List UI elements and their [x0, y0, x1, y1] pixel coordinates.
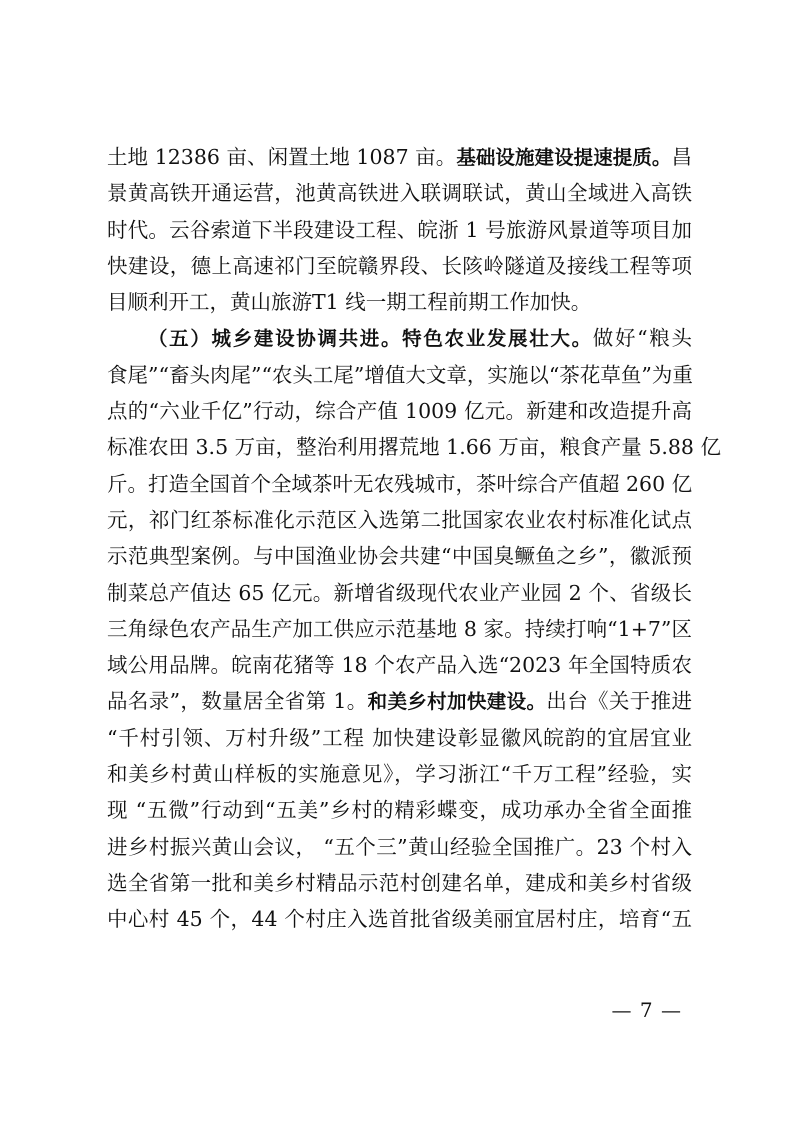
text-line: 三角绿色农产品生产加工供应示范基地 8 家。持续打响“1+7”区 — [107, 616, 692, 641]
text-line: 品名录”，数量居全省第 1。和美乡村加快建设。出台《关于推进 — [107, 689, 692, 714]
text-line: “千村引领、万村升级”工程 加快建设彰显徽风皖韵的宜居宜业 — [107, 725, 692, 750]
text-line: 示范典型案例。与中国渔业协会共建“中国臭鳜鱼之乡”，徽派预 — [107, 544, 692, 569]
text-line: 快建设，德上高速祁门至皖赣界段、长陔岭隧道及接线工程等项 — [107, 253, 692, 278]
text-line: 标准农田 3.5 万亩，整治利用撂荒地 1.66 万亩，粮食产量 5.88 亿 — [107, 435, 721, 460]
page-number: — 7 — — [611, 998, 682, 1022]
text-line: 景黄高铁开通运营，池黄高铁进入联调联试，黄山全域进入高铁 — [107, 181, 692, 206]
text-line: 进乡村振兴黄山会议， “五个三”黄山经验全国推广。23 个村入 — [107, 834, 692, 859]
text-line: 制菜总产值达 65 亿元。新增省级现代农业产业园 2 个、省级长 — [107, 580, 692, 605]
document-body — [107, 139, 721, 938]
text-line: 和美乡村黄山样板的实施意见》，学习浙江“千万工程”经验，实 — [107, 762, 692, 787]
text-line: 中心村 45 个，44 个村庄入选首批省级美丽宜居村庄，培育“五 — [107, 907, 692, 932]
text-line: （五）城乡建设协调共进。特色农业发展壮大。做好“粮头 — [148, 326, 692, 351]
text-line: 现 “五微”行动到“五美”乡村的精彩蝶变，成功承办全省全面推 — [107, 798, 692, 823]
text-line: 斤。打造全国首个全域茶叶无农残城市，茶叶综合产值超 260 亿 — [107, 471, 693, 496]
text-line: 点的“六业千亿”行动，综合产值 1009 亿元。新建和改造提升高 — [107, 399, 692, 424]
text-line: 食尾”“畜头肉尾”“农头工尾”增值大文章，实施以“茶花草鱼”为重 — [107, 362, 693, 387]
bold-heading: 和美乡村加快建设。 — [367, 690, 547, 714]
text-line: 目顺利开工，黄山旅游T1 线一期工程前期工作加快。 — [107, 290, 592, 315]
text-line: 时代。云谷索道下半段建设工程、皖浙 1 号旅游风景道等项目加 — [107, 217, 692, 242]
bold-heading: 基础设施建设提速提质。 — [456, 146, 672, 169]
text-line: 选全省第一批和美乡村精品示范村创建名单，建成和美乡村省级 — [107, 870, 692, 895]
section-heading: （五）城乡建设协调共进。特色农业发展壮大。 — [148, 327, 593, 351]
text-line: 域公用品牌。皖南花猪等 18 个农产品入选“2023 年全国特质农 — [107, 653, 692, 678]
text-line: 元，祁门红茶标准化示范区入选第二批国家农业农村标准化试点 — [107, 507, 692, 532]
text-line: 土地 12386 亩、闲置土地 1087 亩。基础设施建设提速提质。昌 — [107, 145, 692, 169]
